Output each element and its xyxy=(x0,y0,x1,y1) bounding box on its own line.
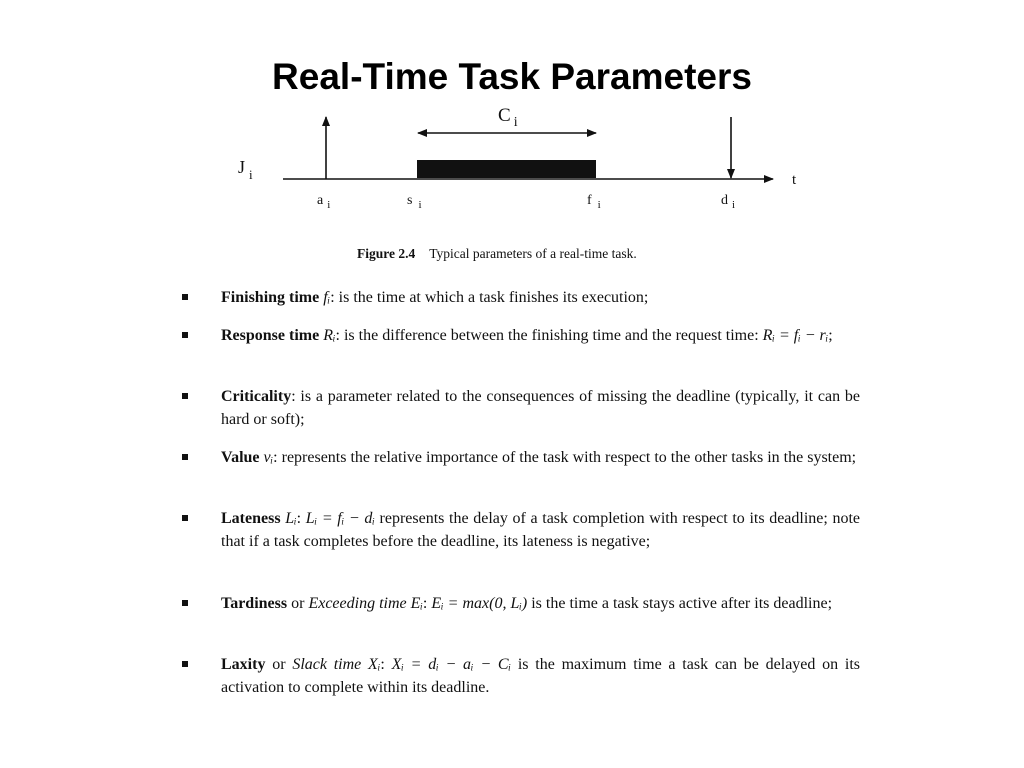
tick-label-start: s $_i$ xyxy=(407,193,422,211)
figure-caption-text: Typical parameters of a real-time task. xyxy=(429,246,637,261)
symbol-lateness: Lᵢ xyxy=(285,510,297,527)
description-tardiness: is the time a task stays active after its deadline; xyxy=(531,595,833,612)
figure-caption xyxy=(357,246,637,261)
alt-term-exceeding-time: Exceeding time xyxy=(308,595,407,612)
description-lateness: represents the delay of a task completion with respect to its deadline; note that if a task completes before the deadline, its lateness is negative; xyxy=(221,510,861,550)
term-value: Value xyxy=(221,449,260,466)
term-finishing-time: Finishing time xyxy=(221,289,320,306)
punctuation-response-time: ; xyxy=(828,327,833,344)
description-laxity: is the maximum time a task can be delayed on its activation to complete within its deadline. xyxy=(221,656,861,696)
term-lateness: Lateness xyxy=(221,510,281,527)
list-item-lateness: Lateness Lᵢ: Lᵢ = fᵢ − dᵢ represents the delay of a task completion with respect to its deadline; note that if a task completes before the deadline, its lateness is negative; xyxy=(180,507,860,553)
computation-label: C $_i$ xyxy=(498,105,518,130)
symbol-laxity: Xᵢ xyxy=(368,656,381,673)
formula-tardiness: Eᵢ = max(0, Lᵢ) xyxy=(431,595,528,612)
formula-lateness: Lᵢ = fᵢ − dᵢ xyxy=(305,510,375,527)
list-item-finishing-time xyxy=(180,286,860,309)
symbol-value: vᵢ xyxy=(263,449,274,466)
term-criticality: Criticality xyxy=(221,388,292,405)
execution-block xyxy=(417,160,596,178)
list-item-value xyxy=(180,446,860,469)
formula-response-time: Rᵢ = fᵢ − rᵢ xyxy=(762,327,829,344)
bullet-square-icon xyxy=(182,515,188,521)
description-finishing-time: : is the time at which a task finishes its execution; xyxy=(330,289,649,306)
time-axis-label: t xyxy=(792,172,797,188)
term-response-time: Response time xyxy=(221,327,320,344)
bullet-square-icon xyxy=(182,393,188,399)
list-item-laxity: Laxity or Slack time Xᵢ: Xᵢ = dᵢ − aᵢ − Cᵢ is the maximum time a task can be delayed on its activation to complete within its deadline. xyxy=(180,653,860,699)
list-item-tardiness: Tardiness or Exceeding time Eᵢ: Eᵢ = max(0, Lᵢ) is the time a task stays active after its deadline; xyxy=(180,592,860,615)
description-criticality: : is a parameter related to the consequences of missing the deadline (typically, it can be hard or soft); xyxy=(221,388,860,428)
list-item-response-time xyxy=(180,324,860,347)
task-timeline-figure xyxy=(0,0,1024,280)
symbol-tardiness: Eᵢ xyxy=(410,595,423,612)
job-label: J $_i$ xyxy=(238,157,253,182)
page-title: Real-Time Task Parameters xyxy=(272,55,752,97)
bullet-square-icon xyxy=(182,661,188,667)
alt-term-slack-time: Slack time xyxy=(292,656,362,673)
tick-label-finish: f $_i$ xyxy=(587,193,601,211)
formula-laxity: Xᵢ = dᵢ − aᵢ − Cᵢ xyxy=(391,656,512,673)
term-tardiness: Tardiness xyxy=(221,595,288,612)
bullet-square-icon xyxy=(182,600,188,606)
bullet-square-icon xyxy=(182,294,188,300)
figure-caption-number: Figure 2.4 xyxy=(357,246,416,261)
description-value: : represents the relative importance of the task with respect to the other tasks in the system; xyxy=(273,449,857,466)
bullet-square-icon xyxy=(182,454,188,460)
symbol-response-time: Rᵢ xyxy=(323,327,336,344)
tick-label-arrival: a $_i$ xyxy=(317,193,331,211)
symbol-finishing-time: fᵢ xyxy=(323,289,331,306)
term-laxity: Laxity xyxy=(221,656,266,673)
tick-label-deadline: d $_i$ xyxy=(721,193,736,211)
list-item-criticality xyxy=(180,385,860,431)
description-response-time: : is the difference between the finishing time and the request time: xyxy=(335,327,759,344)
bullet-square-icon xyxy=(182,332,188,338)
